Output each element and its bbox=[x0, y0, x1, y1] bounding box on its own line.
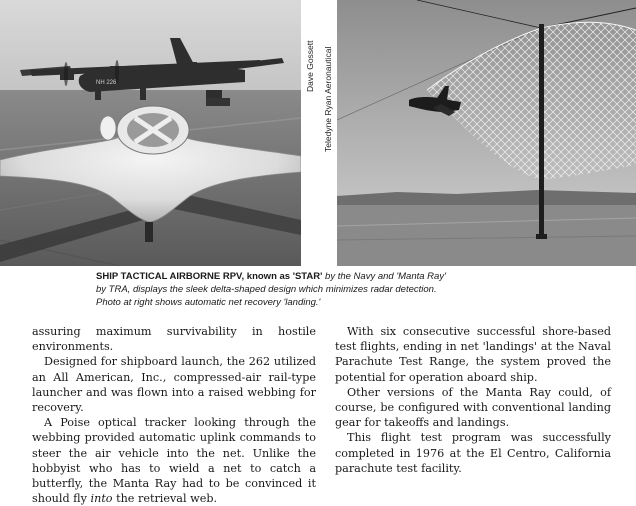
paragraph-text: A Poise optical tracker looking through the webbing provided automatic uplink commands to steer the air vehicle into the net. Unlike the hobbyist who has to wield a net to catch a butterfly, the Manta Ray had to be convinced it should fly bbox=[32, 416, 316, 506]
paragraph: Other versions of the Manta Ray could, of course, be configured with conventional landing gear for takeoffs and landings. bbox=[335, 385, 611, 430]
photo-net-recovery bbox=[337, 0, 636, 266]
photo-credit-left-text: Dave Gossett bbox=[305, 40, 315, 92]
photo-credit-right-text: Teledyne Ryan Aeronautical bbox=[323, 46, 333, 152]
paragraph-text: the retrieval web. bbox=[112, 492, 218, 506]
caption-line-1 bbox=[96, 270, 556, 283]
paragraph bbox=[32, 415, 316, 506]
aircraft-marking: NH 226 bbox=[96, 80, 117, 86]
caption-line-2: by TRA, displays the sleek delta-shaped design which minimizes radar detection. bbox=[96, 284, 437, 295]
photo-manta-ray-drone bbox=[0, 0, 301, 266]
caption-lead: SHIP TACTICAL AIRBORNE RPV, known as 'STAR' bbox=[96, 271, 323, 282]
photo-credit-left bbox=[302, 0, 318, 266]
text-column-left bbox=[32, 324, 316, 506]
text-column-right bbox=[335, 324, 611, 476]
emphasis-text: into bbox=[90, 492, 113, 506]
paragraph: With six consecutive successful shore-based test flights, ending in net 'landings' at the Naval Parachute Test Range, the system proved the potential for operation aboard ship. bbox=[335, 325, 611, 384]
paragraph: assuring maximum survivability in hostile environments. bbox=[32, 325, 316, 354]
photo-credit-right bbox=[320, 0, 336, 266]
paragraph: Designed for shipboard launch, the 262 utilized an All American, Inc., compressed-air rail-type launcher and was flown into a raised webbing for recovery. bbox=[32, 355, 316, 415]
paragraph: This flight test program was successfully completed in 1976 at the El Centro, California parachute test facility. bbox=[335, 431, 611, 475]
caption-rest: by the Navy and 'Manta Ray' bbox=[322, 271, 446, 282]
caption-line-3: Photo at right shows automatic net recovery 'landing.' bbox=[96, 297, 321, 308]
photo-caption bbox=[96, 270, 556, 309]
